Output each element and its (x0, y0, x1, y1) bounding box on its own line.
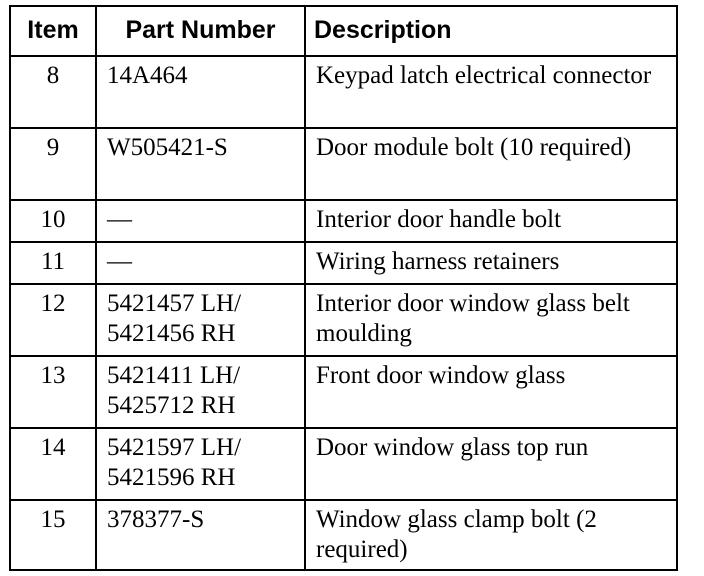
table-row (10, 356, 677, 428)
part-number-cell: — (96, 242, 305, 284)
table-row (10, 200, 677, 242)
part-number-cell: 5421411 LH/ 5425712 RH (96, 356, 305, 428)
table-row (10, 284, 677, 356)
table-row (10, 242, 677, 284)
description-cell: Window glass clamp bolt (2 required) (305, 500, 677, 570)
part-number-cell: W505421-S (96, 128, 305, 200)
item-cell: 8 (10, 56, 96, 128)
description-cell: Interior door window glass belt moulding (305, 284, 677, 356)
table-row (10, 428, 677, 500)
item-cell: 12 (10, 284, 96, 356)
item-cell: 13 (10, 356, 96, 428)
header-row (10, 6, 677, 56)
description-cell: Wiring harness retainers (305, 242, 677, 284)
header-description: Description (305, 6, 677, 56)
description-cell: Keypad latch electrical connector (305, 56, 677, 128)
item-cell: 10 (10, 200, 96, 242)
item-cell: 11 (10, 242, 96, 284)
part-number-cell: 378377-S (96, 500, 305, 570)
table-row (10, 128, 677, 200)
table-row (10, 500, 677, 570)
table-row (10, 56, 677, 128)
item-cell: 15 (10, 500, 96, 570)
part-number-cell: — (96, 200, 305, 242)
parts-table (9, 5, 678, 571)
description-cell: Interior door handle bolt (305, 200, 677, 242)
header-item: Item (10, 6, 96, 56)
part-number-cell: 14A464 (96, 56, 305, 128)
description-cell: Door window glass top run (305, 428, 677, 500)
description-cell: Door module bolt (10 required) (305, 128, 677, 200)
part-number-cell: 5421597 LH/ 5421596 RH (96, 428, 305, 500)
description-cell: Front door window glass (305, 356, 677, 428)
part-number-cell: 5421457 LH/ 5421456 RH (96, 284, 305, 356)
item-cell: 9 (10, 128, 96, 200)
header-part-number: Part Number (96, 6, 305, 56)
item-cell: 14 (10, 428, 96, 500)
